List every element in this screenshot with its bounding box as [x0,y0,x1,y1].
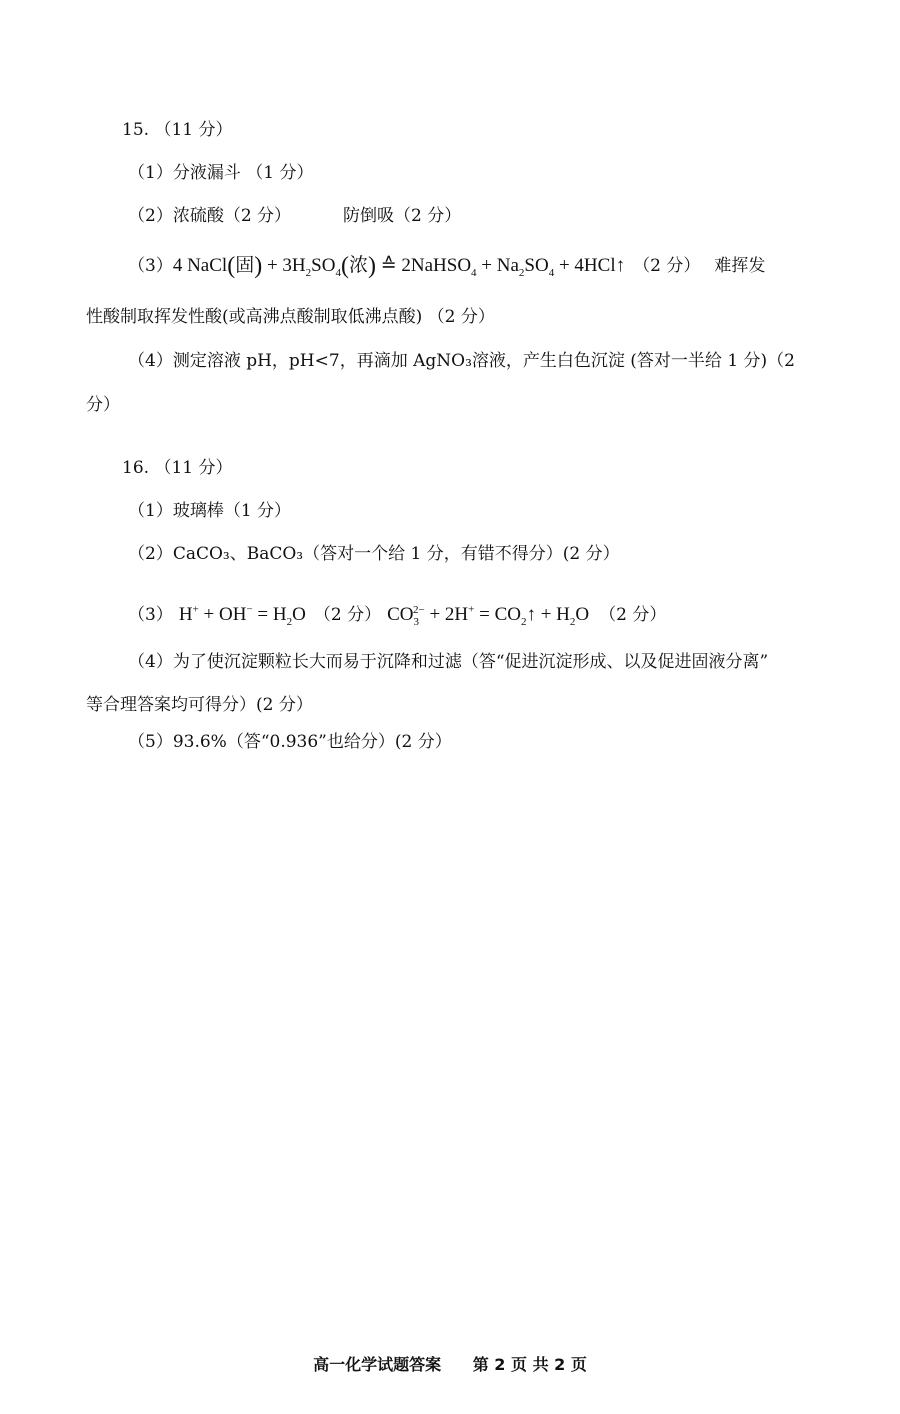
q15-equation: 4 NaCl(固) + $3H_2SO_4$(浓) ≙ 2NaHSO$_4$ + $Na_2SO_4$ + 4HCl↑ [172,253,626,279]
q15-part4-continued: 分） [86,395,120,415]
q15-part2b: 防倒吸（2 分） [343,206,462,226]
footer-title: 高一化学试题答案 [313,1355,442,1374]
q16-part2: （2）CaCO₃、BaCO₃（答对一个给 1 分，有错不得分）(2 分） [128,544,620,564]
q16-part4: （4）为了使沉淀颗粒长大而易于沉降和过滤（答“促进沉淀形成、以及促进固液分离” [128,652,769,672]
q16-part3-label: （3） [128,605,173,625]
q15-heading: 15. （11 分） [122,120,233,140]
q15-part4: （4）测定溶液 pH，pH<7，再滴加 AgNO₃溶液，产生白色沉淀 (答对一半给 1 分)（2 [128,351,795,371]
q16-part1: （1）玻璃棒（1 分） [128,501,292,521]
q16-equation1: $H^+ + OH^- = H_2O$ [178,603,306,628]
q15-part2a: （2）浓硫酸（2 分） [128,206,292,226]
q16-part5: （5）93.6%（答“0.936”也给分）(2 分） [128,732,452,752]
q15-part3-score: （2 分） [633,256,701,276]
q16-part3 [128,603,666,627]
q15-part3-tail: 难挥发 [714,256,766,276]
q16-heading: 16. （11 分） [122,458,233,478]
q16-part3-score2: （2 分） [599,605,667,625]
q16-part4-continued: 等合理答案均可得分）(2 分） [86,695,313,715]
q15-part1: （1）分液漏斗 （1 分） [128,163,314,183]
q15-part3 [128,254,765,278]
footer-page-number: 第 2 页 共 2 页 [472,1355,587,1374]
q15-part3-label: （3） [128,256,173,276]
q16-equation2: $CO_3^{2-} + 2H^+$ = $CO_2↑ + H_2O$ [387,603,590,628]
page-footer [0,1352,900,1375]
q16-part3-score1: （2 分） [313,605,382,625]
q15-part3-continued: 性酸制取挥发性酸(或高沸点酸制取低沸点酸) （2 分） [86,307,495,327]
